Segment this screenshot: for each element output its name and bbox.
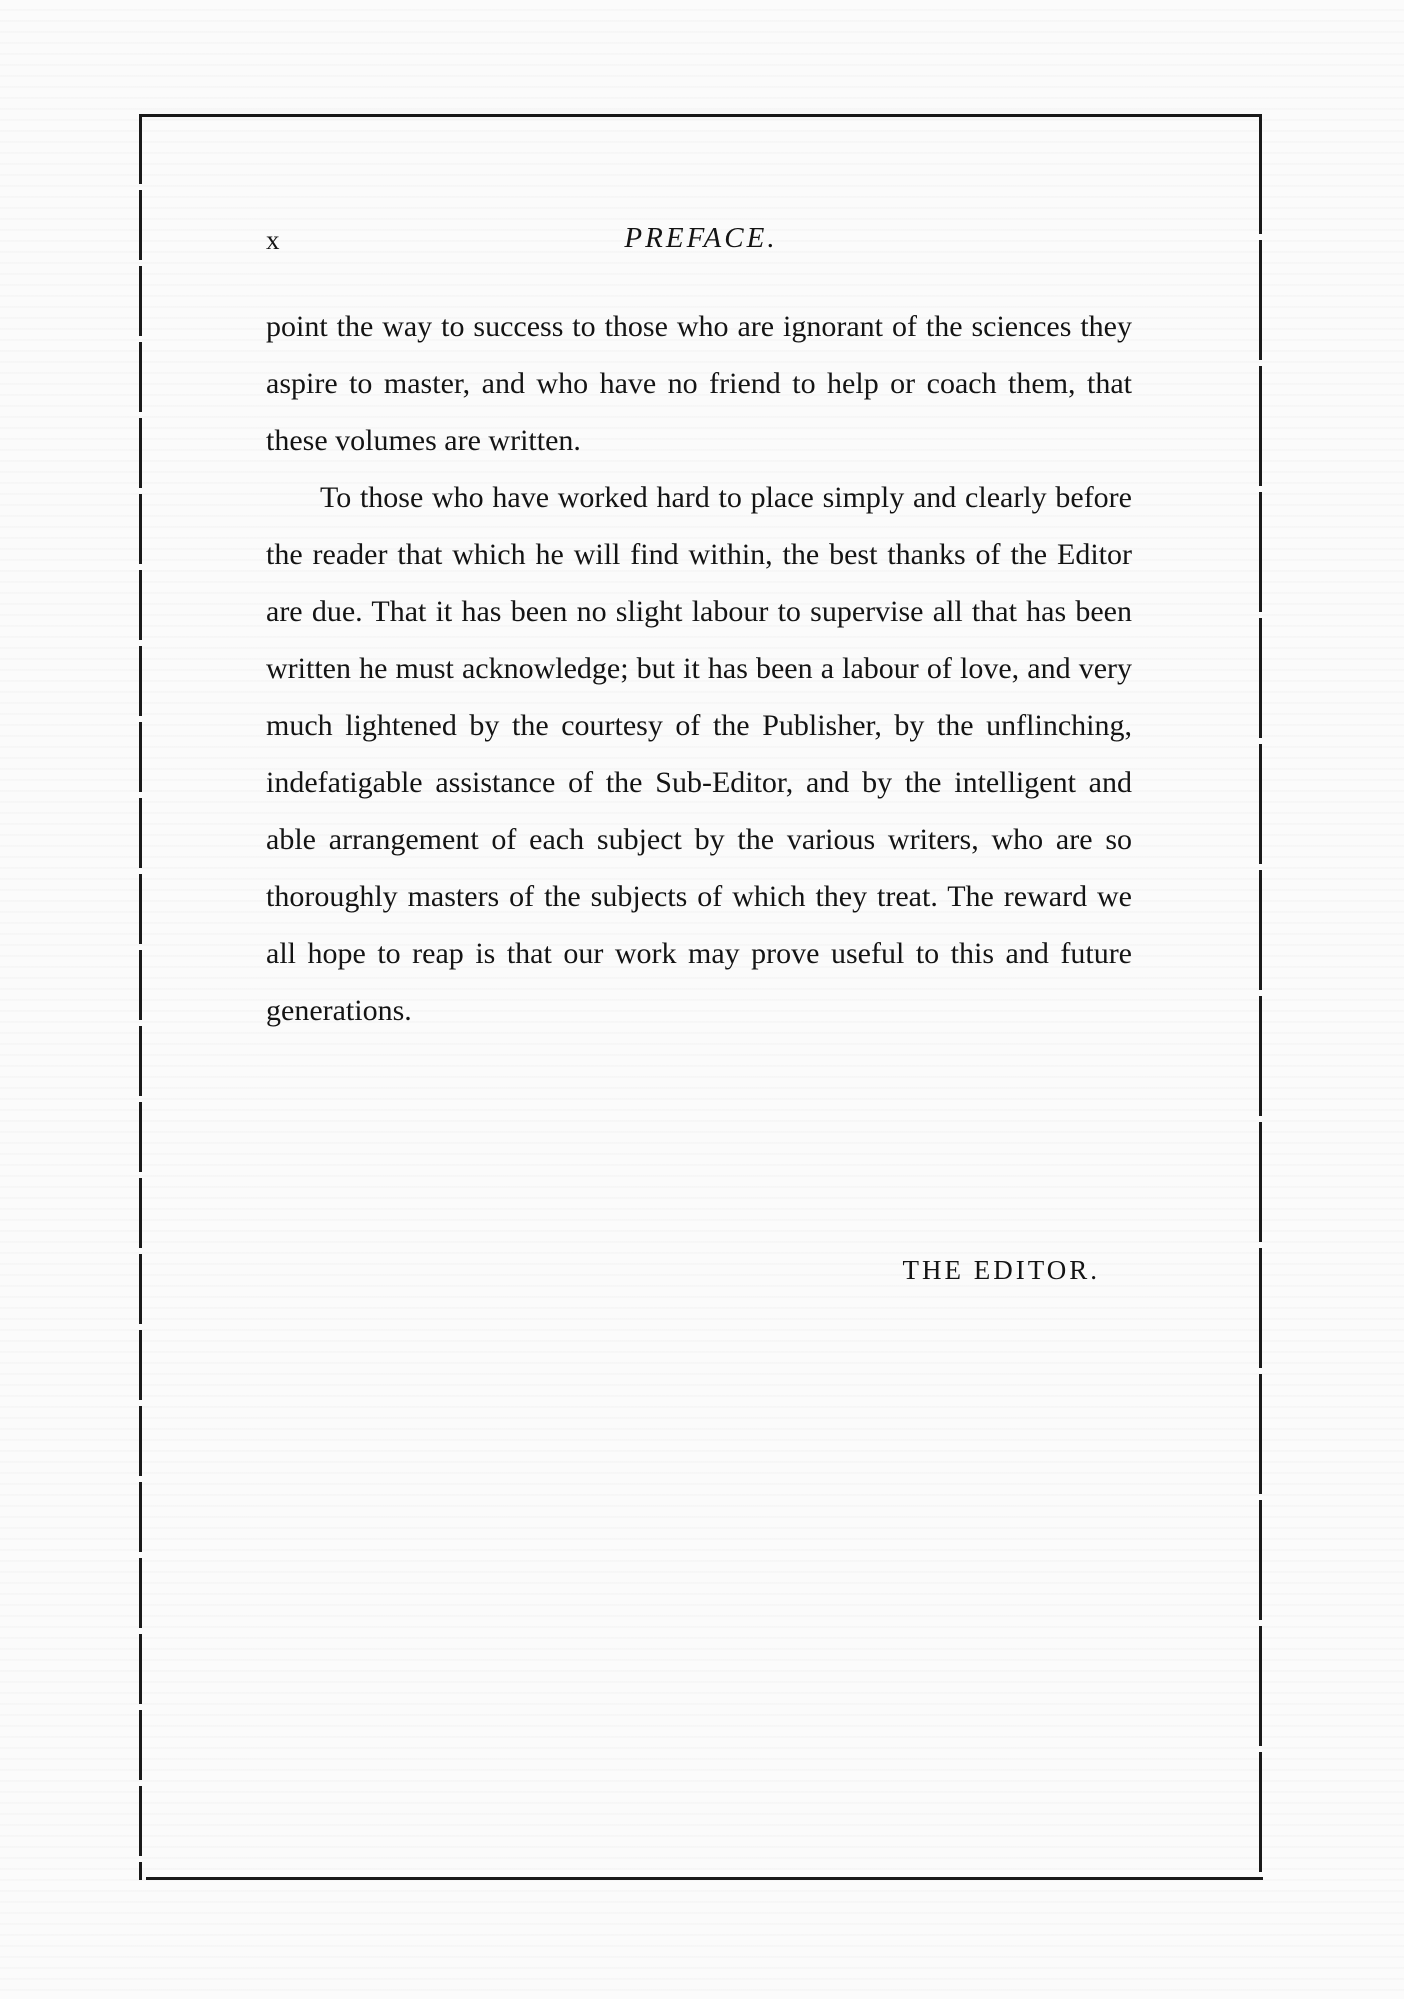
frame-border-bottom bbox=[146, 1877, 1263, 1880]
running-head bbox=[266, 220, 1136, 260]
body-text bbox=[266, 298, 1132, 1039]
page-number: x bbox=[266, 225, 280, 255]
frame-border-top bbox=[139, 114, 1259, 117]
signature: THE EDITOR. bbox=[902, 1255, 1100, 1285]
frame-border-left bbox=[139, 114, 142, 1880]
frame-border-right bbox=[1259, 114, 1262, 1880]
paragraph-acknowledgements: To those who have worked hard to place simply and clearly before the reader that which he will find within, the best thanks of the Editor are due. That it has been no slight labour to supervise all that has been written he must acknowledge; but it has been a labour of love, and very much lightened by the courtesy of the Publisher, by the unflinching, indefatigable assistance of the Sub-Editor, and by the intelligent and able arrangement of each subject by the various writers, who are so thoroughly masters of the subjects of which they treat. The reward we all hope to reap is that our work may prove useful to this and future generations. bbox=[266, 481, 1132, 1027]
paragraph-continued: point the way to success to those who are ignorant of the sciences they aspire to master, and who have no friend to help or coach them, that these volumes are written. bbox=[266, 310, 1132, 457]
running-title: PREFACE. bbox=[624, 222, 778, 254]
